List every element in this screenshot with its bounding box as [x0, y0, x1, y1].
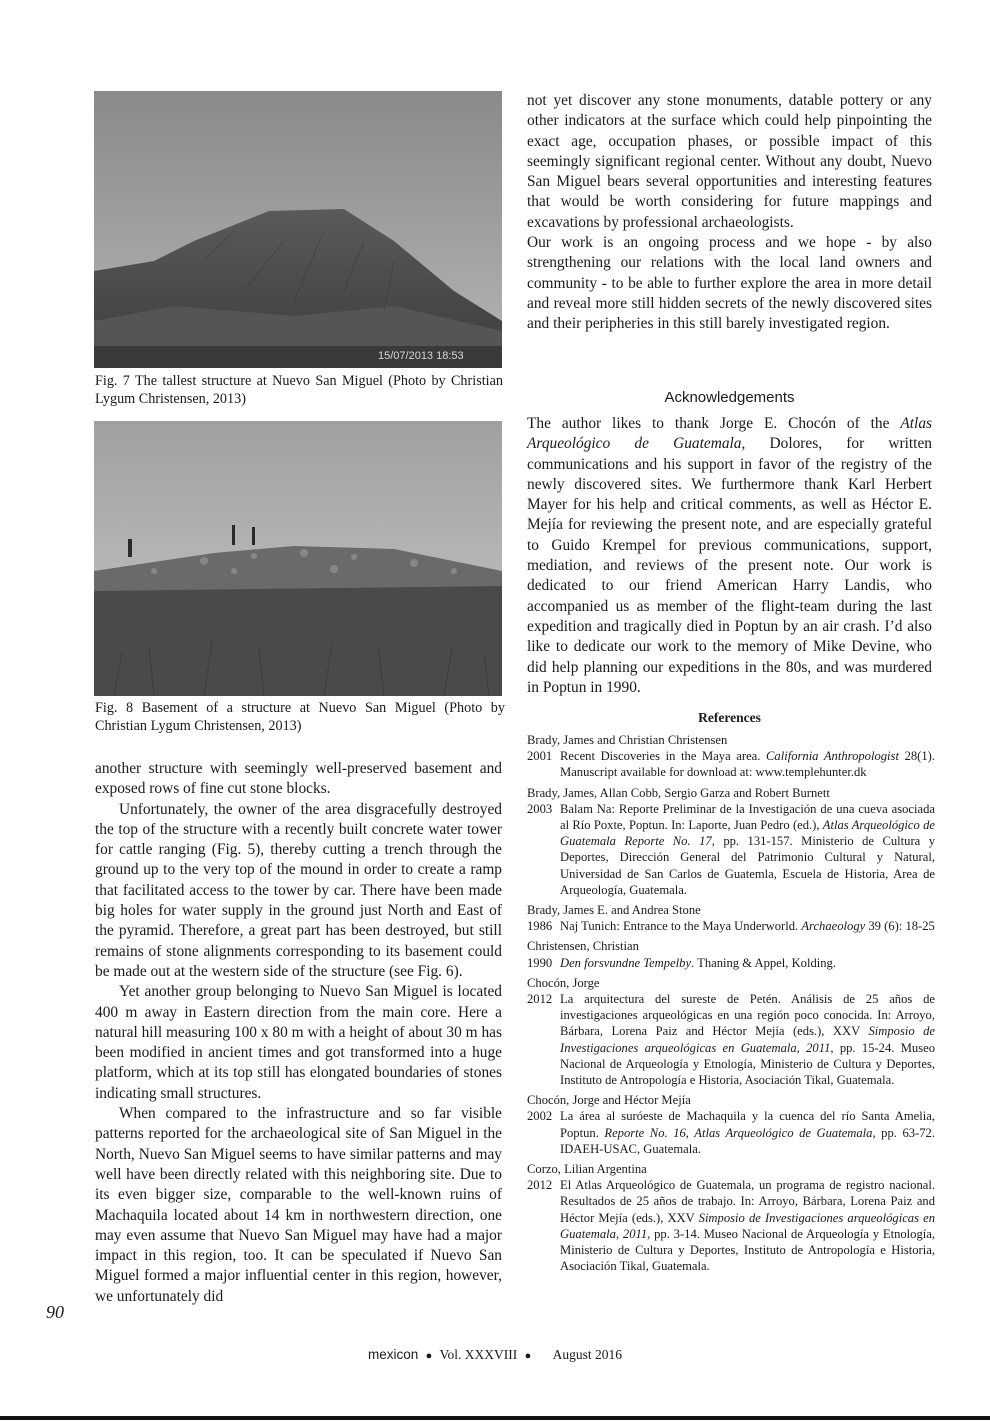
- reference-item: [527, 732, 935, 781]
- photo-timestamp: 15/07/2013 18:53: [378, 350, 464, 362]
- reference-author: Corzo, Lilian Argentina: [527, 1162, 647, 1177]
- paragraph: not yet discover any stone monuments, datable pottery or any other indicators at the surface which could help pinpointing the exact age, occupation phases, or possible impact of this seemingly significant regional center. Without any doubt, Nuevo San Miguel bears several opportunities and interesting features that would be worth considering for future mappings and excavations by professional archaeologists.: [527, 92, 932, 231]
- reference-text: Den forsvundne Tempelby. Thaning & Appel, Kolding.: [560, 955, 837, 970]
- references-list: [527, 732, 935, 1279]
- reference-author: Brady, James and Christian Christensen: [527, 733, 728, 747]
- reference-item: [527, 975, 935, 1088]
- reference-item: [527, 1161, 935, 1274]
- paragraph: The author likes to thank Jorge E. Chocón of the Atlas Arqueológico de Guatemala, Dolores, for written communications and his support in favor of the registry of the newly discovered sites. We furthermore thank Karl Herbert Mayer for his help and critical comments, as well as Héctor E. Mejía for reviewing the present note, and are especially grateful to Guido Krempel for previous communications, support, mediation, and reviews of the present note. Our work is dedicated to our friend American Harry Landis, who accompanied us as member of the flight-team during the last expedition and tragically died in Poptun by an air crash. I’d also like to dedicate our work to the memory of Mike Devine, who did help planning our expeditions in the 80s, and was murdered in Poptun in 1990.: [527, 415, 932, 696]
- bullet-icon: ●: [524, 1350, 532, 1362]
- reference-year: 1990: [527, 955, 553, 970]
- left-column-text: [95, 759, 502, 1307]
- paragraph: Yet another group belonging to Nuevo San Miguel is located 400 m away in Eastern direction from the main core. Here a natural hill measuring 100 x 80 m with a height of about 30 m has been modified in ancient times and got transformed into a huge platform, which at its top still has elongated boundaries of stones indicating small structures.: [95, 983, 502, 1102]
- reference-author: Brady, James, Allan Cobb, Sergio Garza and Robert Burnett: [527, 785, 830, 800]
- paragraph: Unfortunately, the owner of the area disgracefully destroyed the top of the structure with a recently built concrete water tower for cattle ranging (Fig. 5), thereby cutting a trench through the ground up to the very top of the mound in order to create a ramp that facilitated access to the tower by car. There have been made big holes for water supply in the ground just North and East of the pyramid. Therefore, a great part has been destroyed, but still remains of stone alignments corresponding to its basement could be made out at the western side of the structure (see Fig. 6).: [95, 800, 502, 980]
- journal-volume: Vol. XXXVIII: [439, 1347, 518, 1362]
- reference-item: [527, 902, 935, 934]
- journal-name: mexicon: [368, 1347, 419, 1362]
- reference-text: Recent Discoveries in the Maya area. California Anthropologist 28(1). Manuscript available for download at: www.templehunter.dk: [560, 749, 935, 780]
- figure-7-photo: [94, 91, 502, 368]
- figure-8-caption: Fig. 8 Basement of a structure at Nuevo San Miguel (Photo by Christian Lygum Christensen, 2013): [95, 700, 505, 734]
- reference-item: [527, 938, 935, 970]
- bottom-rule: [0, 1416, 990, 1420]
- reference-author: Brady, James E. and Andrea Stone: [527, 903, 701, 918]
- bullet-icon: ●: [425, 1350, 433, 1362]
- paragraph: When compared to the infrastructure and so far visible patterns reported for the archaeological site of San Miguel in the North, Nuevo San Miguel seems to have similar patterns and may well have been directly related with this neighboring site. Due to its even bigger size, comparable to the well-known ruins of Machaquila located about 14 km in northwestern direction, one may even assume that Nuevo San Miguel may have had a major impact in this region, too. It can be speculated if Nuevo San Miguel formed a major influential center in this region, however, we unfortunately did: [95, 1105, 502, 1305]
- reference-text: Balam Na: Reporte Preliminar de la Investigación de una cueva asociada al Río Poxte, Poptun. In: Laporte, Juan Pedro (ed.), Atlas Arqueológico de Guatemala Reporte No. 17, pp. 131-157. Ministerio de Cultura y Deportes, Dirección General del Patrimonio Cultural y Natural, Universidad de San Carlos de Guatemla, Escuela de Historia, Area de Arqueología, Guatemala.: [560, 801, 935, 897]
- reference-year: 1986: [527, 919, 553, 934]
- figure-8-image: [94, 421, 502, 696]
- reference-author: Christensen, Christian: [527, 939, 639, 954]
- page-footer: [0, 1347, 990, 1363]
- reference-author: Chocón, Jorge and Héctor Mejía: [527, 1093, 691, 1108]
- reference-text: El Atlas Arqueológico de Guatemala, un programa de registro nacional. Resultados de 25 años de trabajo. In: Arroyo, Bárbara, Lorena Paiz and Héctor Mejía (eds.), XXV Simposio de Investigaciones arqueológicas en Guatemala, 2011, pp. 3-14. Museo Nacional de Arqueología y Etnología, Ministerio de Cultura y Deportes, Instituto de Antropología e Historia, Asociación Tikal, Guatemala.: [560, 1178, 935, 1274]
- page-number: 90: [46, 1302, 64, 1322]
- figure-7-caption: Fig. 7 The tallest structure at Nuevo San Miguel (Photo by Christian Lygum Christensen, 2013): [95, 373, 503, 407]
- reference-year: 2003: [527, 801, 553, 816]
- reference-item: [527, 785, 935, 898]
- reference-author: Chocón, Jorge: [527, 975, 600, 990]
- reference-year: 2012: [527, 992, 553, 1007]
- reference-year: 2001: [527, 749, 553, 764]
- reference-text: La área al suróeste de Machaquila y la cuenca del río Santa Amelia, Poptun. Reporte No. 16, Atlas Arqueológico de Guatemala, pp. 63-72. IDAEH-USAC, Guatemala.: [560, 1109, 935, 1156]
- reference-year: 2002: [527, 1109, 553, 1124]
- paragraph: another structure with seemingly well-preserved basement and exposed rows of fine cut stone blocks.: [95, 760, 502, 798]
- journal-date: August 2016: [552, 1347, 622, 1362]
- reference-item: [527, 1092, 935, 1157]
- right-column-text: [527, 91, 932, 335]
- figure-8-photo: [94, 421, 502, 696]
- figure-7-image: [94, 91, 502, 368]
- reference-text: Naj Tunich: Entrance to the Maya Underworld. Archaeology 39 (6): 18-25: [560, 919, 935, 934]
- references-heading: References: [698, 710, 761, 725]
- acknowledgements-heading: Acknowledgements: [664, 389, 795, 406]
- reference-year: 2012: [527, 1178, 553, 1193]
- acknowledgements-text: [527, 414, 932, 698]
- reference-text: La arquitectura del sureste de Petén. Análisis de 25 años de investigaciones arqueológicas en una región poco conocida. In: Arroyo, Bárbara, Lorena Paiz and Héctor Mejía (eds.), XXV Simposio de Investigaciones arqueológicas en Guatemala, 2011, pp. 15-24. Museo Nacional de Arqueología y Etnología, Ministerio de Cultura y Deportes, Instituto de Antropología e Historia, Asociación Tikal, Guatemala.: [560, 992, 935, 1088]
- paragraph: Our work is an ongoing process and we hope - by also strengthening our relations with the local land owners and community - to be able to further explore the area in more detail and reveal more still hidden secrets of the newly discovered sites and their peripheries in this still barely investigated region.: [527, 234, 932, 333]
